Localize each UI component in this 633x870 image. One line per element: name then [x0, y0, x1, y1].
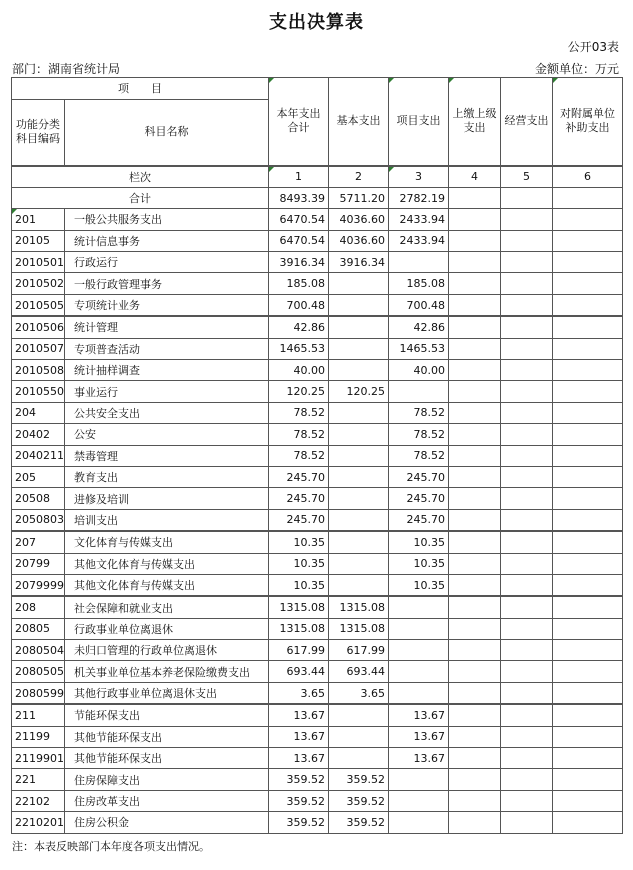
empty-cell — [553, 424, 623, 445]
empty-cell — [449, 316, 501, 338]
row-project — [389, 769, 449, 790]
header-total: 本年支出合计 — [269, 78, 329, 166]
table-row — [12, 402, 623, 423]
empty-cell — [449, 273, 501, 294]
row-name: 未归口管理的行政单位离退休 — [65, 640, 269, 661]
row-total: 78.52 — [269, 402, 329, 423]
row-name: 专项统计业务 — [65, 294, 269, 316]
row-project: 78.52 — [389, 402, 449, 423]
row-code: 2050803 — [12, 509, 65, 531]
empty-cell — [553, 553, 623, 574]
row-total: 245.70 — [269, 509, 329, 531]
table-row — [12, 618, 623, 639]
table-row — [12, 252, 623, 273]
column-index-row — [12, 166, 623, 188]
empty-cell — [553, 769, 623, 790]
table-row — [12, 553, 623, 574]
row-project: 10.35 — [389, 531, 449, 553]
table-row — [12, 273, 623, 294]
row-total: 10.35 — [269, 574, 329, 596]
row-code: 208 — [12, 596, 65, 618]
row-project — [389, 618, 449, 639]
row-name: 机关事业单位基本养老保险缴费支出 — [65, 661, 269, 682]
row-total: 693.44 — [269, 661, 329, 682]
empty-cell — [501, 769, 553, 790]
row-basic — [329, 338, 389, 359]
empty-cell — [449, 466, 501, 487]
row-code: 20508 — [12, 488, 65, 509]
row-code: 20105 — [12, 230, 65, 251]
row-name: 其他节能环保支出 — [65, 726, 269, 747]
row-basic — [329, 574, 389, 596]
total-amount: 8493.39 — [269, 187, 329, 208]
row-total: 245.70 — [269, 488, 329, 509]
empty-cell — [553, 316, 623, 338]
table-row — [12, 748, 623, 769]
empty-cell — [501, 445, 553, 466]
empty-cell — [501, 338, 553, 359]
row-basic — [329, 424, 389, 445]
row-project — [389, 381, 449, 402]
empty-cell — [449, 294, 501, 316]
total-project: 2782.19 — [389, 187, 449, 208]
amount-unit-label: 金额单位：万元 — [534, 62, 619, 76]
empty-cell — [501, 273, 553, 294]
row-project: 245.70 — [389, 466, 449, 487]
row-code: 2010502 — [12, 273, 65, 294]
row-project: 1465.53 — [389, 338, 449, 359]
empty-cell — [553, 812, 623, 833]
row-name: 其他行政事业单位离退休支出 — [65, 682, 269, 704]
empty-cell — [449, 230, 501, 251]
row-name: 行政事业单位离退休 — [65, 618, 269, 639]
row-total: 42.86 — [269, 316, 329, 338]
row-basic — [329, 273, 389, 294]
empty-cell — [449, 574, 501, 596]
row-basic: 359.52 — [329, 812, 389, 833]
empty-cell — [501, 704, 553, 726]
empty-cell — [553, 488, 623, 509]
table-row — [12, 790, 623, 811]
table-row — [12, 531, 623, 553]
empty-cell — [501, 726, 553, 747]
column-index-cell: 3 — [389, 166, 449, 188]
row-code: 2010550 — [12, 381, 65, 402]
table-row — [12, 726, 623, 747]
table-row — [12, 661, 623, 682]
empty-cell — [449, 553, 501, 574]
row-basic — [329, 445, 389, 466]
row-total: 359.52 — [269, 812, 329, 833]
row-project — [389, 640, 449, 661]
row-total: 6470.54 — [269, 230, 329, 251]
empty-cell — [501, 209, 553, 230]
table-row — [12, 424, 623, 445]
row-code: 2010507 — [12, 338, 65, 359]
table-row — [12, 209, 623, 230]
row-project: 13.67 — [389, 726, 449, 747]
empty-cell — [553, 574, 623, 596]
row-basic — [329, 509, 389, 531]
empty-cell — [501, 596, 553, 618]
empty-cell — [449, 209, 501, 230]
empty-cell — [553, 381, 623, 402]
row-basic — [329, 553, 389, 574]
empty-cell — [501, 360, 553, 381]
row-basic — [329, 704, 389, 726]
total-row — [12, 187, 623, 208]
row-project: 245.70 — [389, 509, 449, 531]
row-name: 行政运行 — [65, 252, 269, 273]
row-name: 一般行政管理事务 — [65, 273, 269, 294]
empty-cell — [553, 466, 623, 487]
row-total: 78.52 — [269, 424, 329, 445]
row-code: 205 — [12, 466, 65, 487]
row-project: 185.08 — [389, 273, 449, 294]
empty-cell — [501, 294, 553, 316]
row-project: 10.35 — [389, 553, 449, 574]
row-total: 120.25 — [269, 381, 329, 402]
column-index-cell: 2 — [329, 166, 389, 188]
empty-cell — [449, 381, 501, 402]
empty-cell — [449, 531, 501, 553]
row-total: 10.35 — [269, 553, 329, 574]
row-name: 专项普查活动 — [65, 338, 269, 359]
empty-cell — [553, 640, 623, 661]
table-row — [12, 445, 623, 466]
row-code: 207 — [12, 531, 65, 553]
empty-cell — [553, 187, 623, 208]
row-code: 2119901 — [12, 748, 65, 769]
row-total: 10.35 — [269, 531, 329, 553]
row-basic — [329, 316, 389, 338]
row-project: 10.35 — [389, 574, 449, 596]
row-project: 700.48 — [389, 294, 449, 316]
row-code: 2010501 — [12, 252, 65, 273]
row-name: 统计信息事务 — [65, 230, 269, 251]
empty-cell — [449, 187, 501, 208]
column-index-cell: 1 — [269, 166, 329, 188]
table-row — [12, 640, 623, 661]
expenditure-table — [11, 77, 623, 834]
empty-cell — [501, 682, 553, 704]
row-code: 221 — [12, 769, 65, 790]
row-code: 211 — [12, 704, 65, 726]
empty-cell — [553, 402, 623, 423]
header-project: 项 目 — [12, 78, 269, 100]
row-project: 42.86 — [389, 316, 449, 338]
empty-cell — [501, 252, 553, 273]
row-name: 一般公共服务支出 — [65, 209, 269, 230]
table-row — [12, 316, 623, 338]
row-total: 1315.08 — [269, 618, 329, 639]
empty-cell — [553, 273, 623, 294]
row-project — [389, 790, 449, 811]
total-basic: 5711.20 — [329, 187, 389, 208]
row-code: 2040211 — [12, 445, 65, 466]
row-basic — [329, 726, 389, 747]
row-basic: 1315.08 — [329, 596, 389, 618]
row-name: 培训支出 — [65, 509, 269, 531]
row-project — [389, 812, 449, 833]
row-basic — [329, 488, 389, 509]
empty-cell — [501, 488, 553, 509]
form-code: 公开03表 — [567, 40, 619, 54]
row-code: 204 — [12, 402, 65, 423]
row-project: 13.67 — [389, 748, 449, 769]
row-basic: 359.52 — [329, 790, 389, 811]
header-subsidy: 对附属单位补助支出 — [553, 78, 623, 166]
row-total: 245.70 — [269, 466, 329, 487]
row-basic: 617.99 — [329, 640, 389, 661]
row-project: 2433.94 — [389, 230, 449, 251]
row-project — [389, 596, 449, 618]
row-project — [389, 252, 449, 273]
empty-cell — [449, 445, 501, 466]
row-project: 78.52 — [389, 424, 449, 445]
row-total: 13.67 — [269, 704, 329, 726]
row-basic: 4036.60 — [329, 209, 389, 230]
row-basic — [329, 531, 389, 553]
empty-cell — [449, 360, 501, 381]
empty-cell — [449, 640, 501, 661]
table-row — [12, 381, 623, 402]
row-basic — [329, 402, 389, 423]
empty-cell — [501, 316, 553, 338]
row-code: 20805 — [12, 618, 65, 639]
row-total: 185.08 — [269, 273, 329, 294]
empty-cell — [553, 661, 623, 682]
row-project: 2433.94 — [389, 209, 449, 230]
row-name: 教育支出 — [65, 466, 269, 487]
row-code: 201 — [12, 209, 65, 230]
row-total: 78.52 — [269, 445, 329, 466]
empty-cell — [553, 704, 623, 726]
data-rows — [12, 209, 623, 833]
row-total: 359.52 — [269, 769, 329, 790]
empty-cell — [553, 726, 623, 747]
empty-cell — [449, 424, 501, 445]
empty-cell — [553, 748, 623, 769]
empty-cell — [501, 531, 553, 553]
empty-cell — [553, 509, 623, 531]
row-basic: 3.65 — [329, 682, 389, 704]
row-name: 社会保障和就业支出 — [65, 596, 269, 618]
table-row — [12, 488, 623, 509]
empty-cell — [449, 704, 501, 726]
row-name: 统计管理 — [65, 316, 269, 338]
table-row — [12, 230, 623, 251]
empty-cell — [449, 252, 501, 273]
footnote: 注：本表反映部门本年度各项支出情况。 — [12, 840, 210, 853]
empty-cell — [501, 230, 553, 251]
header-upper-payment: 上缴上级支出 — [449, 78, 501, 166]
row-total: 40.00 — [269, 360, 329, 381]
empty-cell — [449, 596, 501, 618]
row-name: 住房改革支出 — [65, 790, 269, 811]
row-basic: 4036.60 — [329, 230, 389, 251]
empty-cell — [501, 187, 553, 208]
row-basic: 120.25 — [329, 381, 389, 402]
empty-cell — [449, 769, 501, 790]
empty-cell — [501, 509, 553, 531]
empty-cell — [553, 618, 623, 639]
row-code: 21199 — [12, 726, 65, 747]
row-total: 617.99 — [269, 640, 329, 661]
table-row — [12, 294, 623, 316]
row-code: 2080505 — [12, 661, 65, 682]
empty-cell — [553, 360, 623, 381]
row-project: 40.00 — [389, 360, 449, 381]
row-project: 13.67 — [389, 704, 449, 726]
table-row — [12, 769, 623, 790]
row-total: 1315.08 — [269, 596, 329, 618]
table-row — [12, 338, 623, 359]
empty-cell — [553, 531, 623, 553]
row-name: 文化体育与传媒支出 — [65, 531, 269, 553]
department-label: 部门：湖南省统计局 — [12, 62, 121, 76]
row-basic: 3916.34 — [329, 252, 389, 273]
row-name: 进修及培训 — [65, 488, 269, 509]
header-code: 功能分类科目编码 — [12, 100, 65, 166]
empty-cell — [501, 618, 553, 639]
empty-cell — [553, 596, 623, 618]
empty-cell — [501, 812, 553, 833]
row-project — [389, 661, 449, 682]
empty-cell — [501, 553, 553, 574]
table-row — [12, 466, 623, 487]
column-index-cell: 5 — [501, 166, 553, 188]
table-row — [12, 704, 623, 726]
row-name: 住房保障支出 — [65, 769, 269, 790]
row-code: 2080599 — [12, 682, 65, 704]
row-code: 2210201 — [12, 812, 65, 833]
empty-cell — [449, 748, 501, 769]
column-index-cell: 6 — [553, 166, 623, 188]
empty-cell — [553, 209, 623, 230]
row-project — [389, 682, 449, 704]
row-name: 其他文化体育与传媒支出 — [65, 553, 269, 574]
row-code: 2010505 — [12, 294, 65, 316]
row-basic: 1315.08 — [329, 618, 389, 639]
row-code: 2010506 — [12, 316, 65, 338]
empty-cell — [553, 338, 623, 359]
row-basic — [329, 748, 389, 769]
empty-cell — [501, 640, 553, 661]
row-code: 2080504 — [12, 640, 65, 661]
empty-cell — [553, 445, 623, 466]
table-row — [12, 574, 623, 596]
empty-cell — [501, 661, 553, 682]
row-name: 节能环保支出 — [65, 704, 269, 726]
row-basic: 359.52 — [329, 769, 389, 790]
row-total: 3916.34 — [269, 252, 329, 273]
empty-cell — [449, 661, 501, 682]
empty-cell — [501, 381, 553, 402]
empty-cell — [449, 488, 501, 509]
empty-cell — [501, 402, 553, 423]
empty-cell — [449, 402, 501, 423]
empty-cell — [449, 812, 501, 833]
empty-cell — [449, 682, 501, 704]
empty-cell — [449, 726, 501, 747]
row-name: 事业运行 — [65, 381, 269, 402]
empty-cell — [553, 230, 623, 251]
column-index-label: 栏次 — [12, 166, 269, 188]
row-code: 2079999 — [12, 574, 65, 596]
table-row — [12, 682, 623, 704]
empty-cell — [449, 338, 501, 359]
empty-cell — [501, 574, 553, 596]
empty-cell — [501, 466, 553, 487]
row-total: 6470.54 — [269, 209, 329, 230]
row-basic — [329, 466, 389, 487]
row-total: 359.52 — [269, 790, 329, 811]
row-name: 统计抽样调查 — [65, 360, 269, 381]
row-total: 1465.53 — [269, 338, 329, 359]
row-name: 公安 — [65, 424, 269, 445]
table-row — [12, 509, 623, 531]
row-code: 2010508 — [12, 360, 65, 381]
row-basic: 693.44 — [329, 661, 389, 682]
table-row — [12, 596, 623, 618]
header-business: 经营支出 — [501, 78, 553, 166]
row-project: 78.52 — [389, 445, 449, 466]
row-basic — [329, 294, 389, 316]
row-total: 13.67 — [269, 726, 329, 747]
row-name: 其他节能环保支出 — [65, 748, 269, 769]
row-total: 700.48 — [269, 294, 329, 316]
row-code: 22102 — [12, 790, 65, 811]
row-total: 3.65 — [269, 682, 329, 704]
column-index-cell: 4 — [449, 166, 501, 188]
header-project-expense: 项目支出 — [389, 78, 449, 166]
empty-cell — [449, 509, 501, 531]
row-name: 公共安全支出 — [65, 402, 269, 423]
table-row — [12, 360, 623, 381]
empty-cell — [449, 618, 501, 639]
row-total: 13.67 — [269, 748, 329, 769]
empty-cell — [553, 252, 623, 273]
row-project: 245.70 — [389, 488, 449, 509]
empty-cell — [501, 748, 553, 769]
row-code: 20402 — [12, 424, 65, 445]
empty-cell — [553, 682, 623, 704]
empty-cell — [553, 790, 623, 811]
row-name: 禁毒管理 — [65, 445, 269, 466]
table-row — [12, 812, 623, 833]
empty-cell — [501, 790, 553, 811]
total-label: 合计 — [12, 187, 269, 208]
row-name: 住房公积金 — [65, 812, 269, 833]
empty-cell — [449, 790, 501, 811]
empty-cell — [501, 424, 553, 445]
header-name: 科目名称 — [65, 100, 269, 166]
row-name: 其他文化体育与传媒支出 — [65, 574, 269, 596]
empty-cell — [553, 294, 623, 316]
table-title: 支出决算表 — [269, 12, 364, 33]
row-basic — [329, 360, 389, 381]
header-basic: 基本支出 — [329, 78, 389, 166]
row-code: 20799 — [12, 553, 65, 574]
